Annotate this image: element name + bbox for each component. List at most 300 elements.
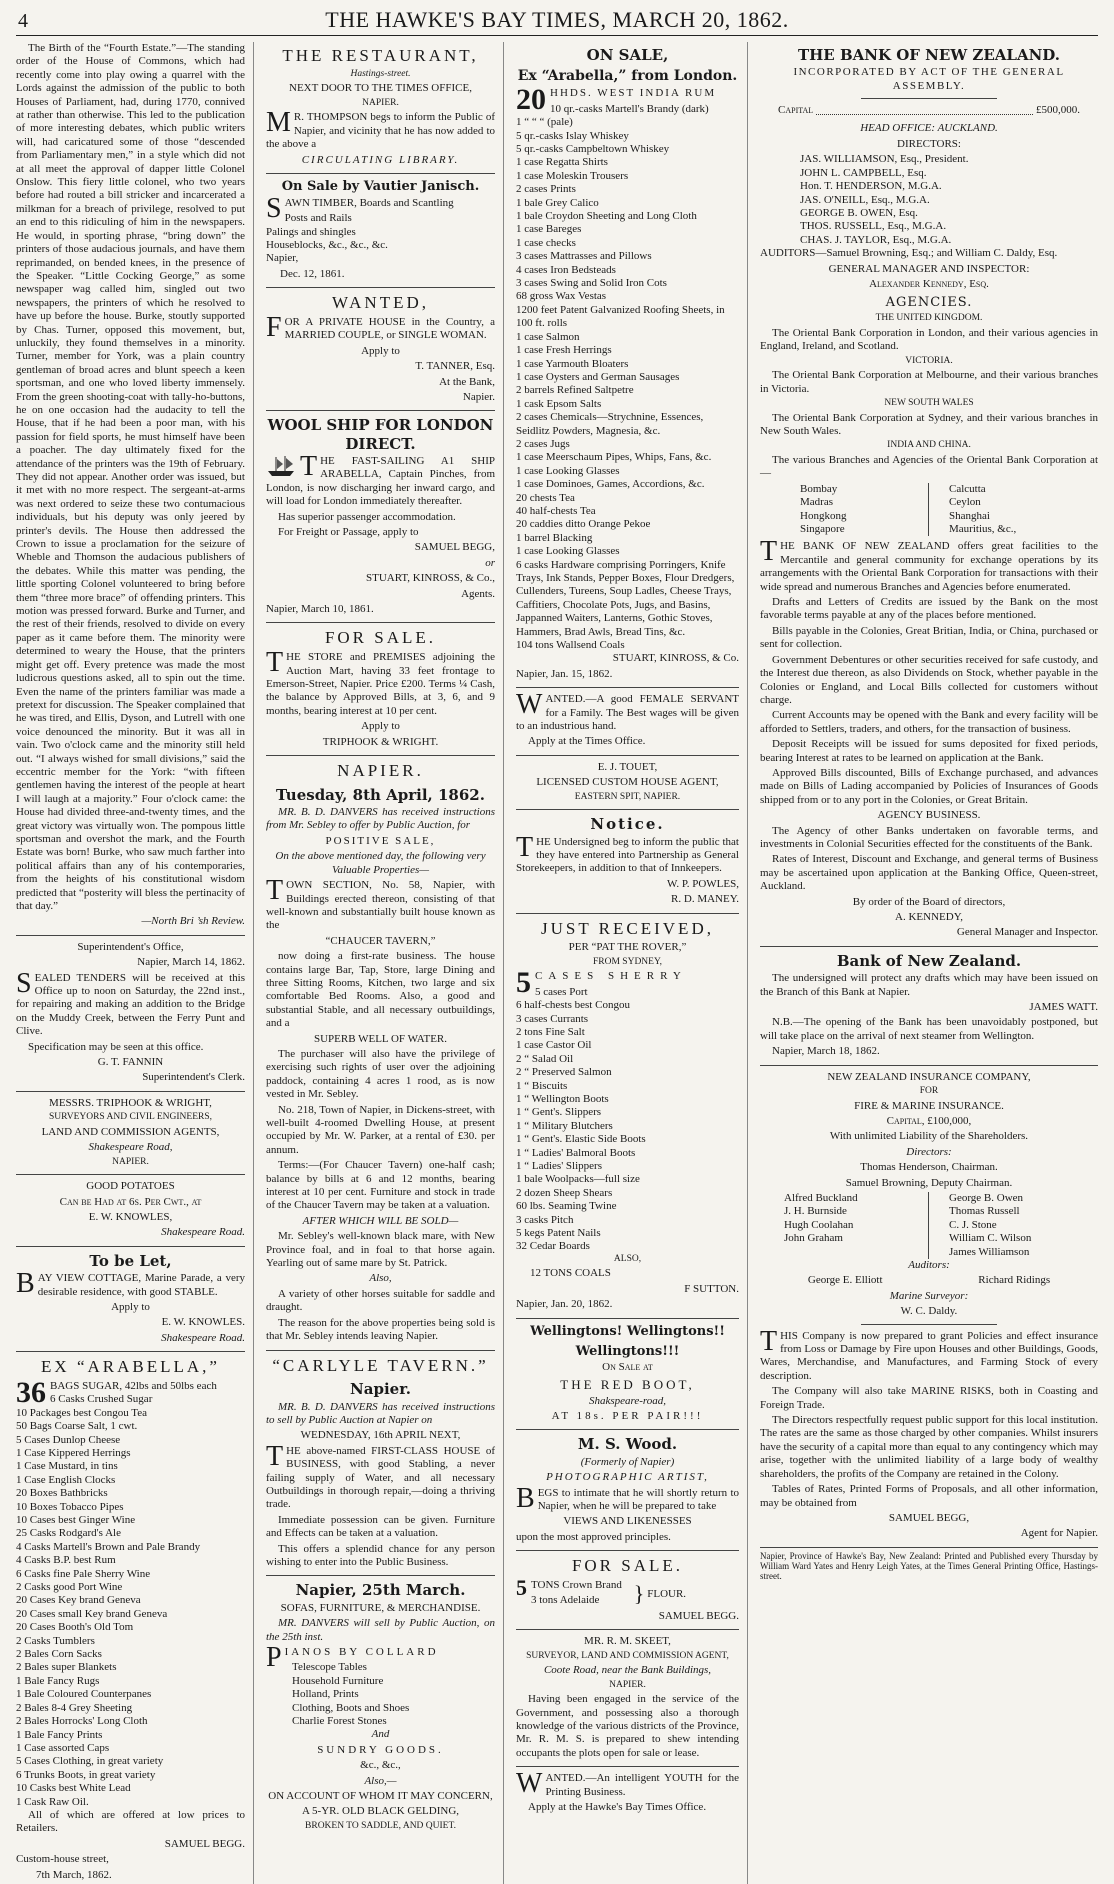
forsale-heading: FOR SALE.: [324, 628, 437, 648]
list-item: 6 half-chests best Congou: [516, 999, 630, 1012]
wanted-heading: WANTED,: [331, 293, 429, 313]
list-item: 20 Cases Booth's Old Tom: [16, 1621, 134, 1634]
list-item: 2 Bales Corn Sacks: [16, 1648, 102, 1661]
just-signature: F SUTTON.: [684, 1282, 739, 1295]
list-item: 1 “ Wellington Boots: [516, 1092, 609, 1105]
list-item: 1 case Meerschaum Pipes, Whips, Fans, &c.: [516, 451, 712, 464]
list-item: Hongkong: [800, 509, 847, 522]
list-item: 10 Cases best Ginger Wine: [16, 1514, 136, 1526]
arabella-items: [16, 1375, 245, 1809]
list-item: 2 Bales 8-4 Grey Sheeting: [16, 1701, 133, 1714]
list-item: John Graham: [784, 1232, 843, 1245]
skeet-body: Having been engaged in the service of the Government, and possessing also a thorough knowledge of the various districts of the Province, Mr. R. M. S. is prepared to shew intending occupants the plots open for sale or lease.: [516, 1693, 739, 1759]
skeet-name: MR. R. M. SKEET,: [584, 1635, 671, 1648]
dotted-leader: [816, 104, 1033, 114]
vautier-date-1: Napier,: [266, 252, 299, 265]
sundry-goods: SUNDRY GOODS.: [317, 1743, 444, 1756]
tolet-address: Shakespeare Road.: [161, 1331, 245, 1344]
dropcap: B: [16, 1268, 35, 1300]
list-item: 2 barrels Refined Saltpetre: [516, 384, 634, 397]
current-accounts: Current Accounts may be opened with the Bank and every facility will be afforded to Settlers, traders, and others, for the transaction of business.: [760, 709, 1098, 735]
dropcap: W: [516, 1768, 543, 1800]
list-item: Hon. T. HENDERSON, M.G.A.: [800, 180, 942, 193]
skeet-title: SURVEYOR, LAND AND COMMISSION AGENT,: [526, 1650, 729, 1661]
marine-surveyor: Marine Surveyor:: [889, 1289, 969, 1302]
list-item: Thomas Russell: [949, 1205, 1020, 1218]
list-item: 104 tons Wallsend Coals: [516, 639, 625, 652]
list-item: 4 Casks B.P. best Rum: [16, 1554, 116, 1567]
list-item: C. J. Stone: [949, 1218, 997, 1231]
tolet-body: BAY VIEW COTTAGE, Marine Parade, a very desirable residence, with good STABLE.: [16, 1268, 245, 1300]
after-body: Mr. Sebley's well-known black mare, with New Province foal, and in foal to that horse again. Yearling out of same mare by St. Patrick.: [266, 1230, 495, 1270]
wanted-apply: Apply to: [361, 344, 400, 357]
sofas: SOFAS, FURNITURE, & MERCHANDISE.: [280, 1601, 481, 1614]
woolship-freight: For Freight or Passage, apply to: [278, 526, 419, 539]
list-item: 2 Bales Horrocks' Long Cloth: [16, 1715, 148, 1728]
list-item: 3 cases Currants: [516, 1012, 589, 1025]
just-per: PER “PAT THE ROVER,”: [568, 941, 687, 954]
column-4: [760, 42, 1098, 1884]
insurance-directors-body: The Directors respectfully request public support for this local institution. The rates are the same as those charged by other companies. Whilst insurers have the security of a capital more than equal to any contingency which may arise, together with the unlimited liability of a large body of wealthy shareholders, the profits of the Company are retained in the Colony.: [760, 1414, 1098, 1480]
restaurant-library: CIRCULATING LIBRARY.: [301, 153, 460, 166]
insurance-auditor-names: George E. Elliott Richard Ridings: [807, 1274, 1051, 1287]
pianos: PIANOS BY COLLARD: [266, 1641, 439, 1673]
arabella-heading: EX “ARABELLA,”: [41, 1357, 220, 1377]
agency-body: The Agency of other Banks undertaken on favorable terms, and investments in Colonial Securities effected for the constituents of the Bank.: [760, 824, 1098, 850]
list-item: 1 “ Biscuits: [516, 1079, 568, 1092]
dropcap: T: [760, 1325, 778, 1357]
divider: [516, 687, 739, 688]
dropcap: F: [266, 311, 282, 343]
list-item: Bombay: [800, 482, 838, 495]
arabella-tail: All of which are offered at low prices to Retailers.: [16, 1808, 245, 1835]
list-item: 1 case Oysters and German Sausages: [516, 370, 680, 383]
woolship-body: THE FAST-SAILING A1 SHIP ARABELLA, Captain Pinches, from London, is now discharging her inward cargo, and will load for London immediately thereafter.: [266, 450, 495, 508]
triphook-address: Shakespeare Road,: [88, 1141, 173, 1154]
list-item: 32 Cedar Boards: [516, 1240, 590, 1253]
list-item: 5 Cases Clothing, in great variety: [16, 1755, 164, 1768]
divider: [16, 1091, 245, 1092]
list-item: 10 Casks best White Lead: [16, 1782, 131, 1795]
list-item: J. H. Burnside: [784, 1205, 847, 1218]
carlyle-possession: Immediate possession can be given. Furniture and Effects can be taken at a valuation.: [266, 1513, 495, 1540]
list-item: 1 “ Ladies' Slippers: [516, 1160, 602, 1172]
list-item: 1 case Fresh Herrings: [516, 344, 612, 357]
list-item: Houseblocks, &c., &c., &c.: [266, 239, 388, 251]
onsale-items: [516, 103, 739, 653]
carlyle-chance: This offers a splendid chance for any person wishing to enter into the Public Business.: [266, 1542, 495, 1568]
list-item: JAS. WILLIAMSON, Esq., President.: [800, 153, 969, 166]
insurance-directors-list: [760, 1192, 1098, 1259]
list-item: 20 Cases small Key brand Geneva: [16, 1607, 168, 1620]
restaurant-heading: THE RESTAURANT,: [282, 46, 479, 65]
insurance-signature-title: Agent for Napier.: [1020, 1527, 1098, 1540]
dropcap: W: [516, 689, 543, 721]
forsale-apply: Apply to: [361, 720, 400, 733]
list-item: 1 “ Gent's. Elastic Side Boots: [516, 1133, 646, 1146]
capital-value: £500,000.: [1036, 104, 1080, 117]
list-item: 1 case Salmon: [516, 330, 580, 343]
skeet-address: Coote Road, near the Bank Buildings,: [543, 1664, 712, 1677]
list-item: Mauritius, &c.,: [949, 523, 1017, 536]
deposit: Deposit Receipts will be issued for sums deposited for fixed periods, bearing Interest at rates to be learned on application at the Bank.: [760, 738, 1098, 764]
tolet-heading: To be Let,: [89, 1251, 172, 1270]
danvers-intro: MR. B. D. DANVERS has received instructions from Mr. Sebley to offer by Public Auction, for: [266, 806, 495, 832]
flour-sale: [516, 1574, 739, 1610]
list-item: 1 cask Epsom Salts: [516, 397, 602, 410]
triphook-name: MESSRS. TRIPHOOK & WRIGHT,: [49, 1096, 212, 1109]
triphook-agents: LAND AND COMMISSION AGENTS,: [41, 1125, 220, 1138]
list-item: 1 case Looking Glasses: [516, 545, 620, 558]
list-item: 1 case Dominoes, Games, Accordions, &c.: [516, 478, 705, 491]
arabella-date-2: 7th March, 1862.: [36, 1868, 112, 1881]
restaurant-next: NEXT DOOR TO THE TIMES OFFICE,: [289, 82, 472, 95]
places-right: [929, 483, 1098, 537]
chaucer-body: now doing a first-rate business. The house contains large Bar, Tap, Store, large Dining and three Sitting Rooms, Kitchen, two large and six comfortable Bed Rooms. Also, a good and substantial Stable, and all necessary outbuildings, and a: [266, 950, 495, 1030]
ins-right: [929, 1192, 1098, 1259]
flour-line-2: 3 tons Adelaide: [531, 1594, 600, 1607]
and: And: [371, 1728, 390, 1741]
bills: Bills payable in the Colonies, Great Britian, India, or China, purchased or sent for collection.: [760, 624, 1098, 651]
superb-well: SUPERB WELL OF WATER.: [313, 1032, 448, 1045]
notice-signature-1: W. P. POWLES,: [666, 877, 739, 890]
drafts: Drafts and Letters of Credits are issued by the Bank on the most favorable terms payable at any of the places before mentioned.: [760, 596, 1098, 622]
divider: [516, 755, 739, 756]
big-number: 5: [516, 966, 531, 1000]
imprint: Napier, Province of Hawke's Bay, New Zealand: Printed and Published every Thursday by William Ward Yates and Henry Leigh Yates, at the Times General Printing Office, Hastings-street.: [760, 1547, 1098, 1582]
after-which: AFTER WHICH WILL BE SOLD—: [302, 1214, 459, 1227]
onsale-signature: STUART, KINROSS, & Co.: [612, 652, 739, 665]
list-item: 1 Case English Clocks: [16, 1473, 116, 1486]
list-item: 1 Case Kippered Herrings: [16, 1446, 131, 1459]
list-item: 1 case Regatta Shirts: [516, 156, 608, 169]
woolship-agents: Agents.: [461, 587, 495, 600]
positive-sale: POSITIVE SALE,: [325, 834, 436, 847]
onsale-first: HHDS. WEST INDIA RUM: [550, 87, 717, 100]
list-item: Clothing, Boots and Shoes: [292, 1701, 410, 1714]
divider: [516, 809, 739, 810]
tender-spec: Specification may be seen at this office.: [28, 1040, 204, 1053]
forsale-body: THE STORE and PREMISES adjoining the Auction Mart, having 33 feet frontage to Emerson-Street, Napier. Price £200. Terms ¼ Cash, the balance by Approved Bills, at 3, 6, and 9 months, bearing interest at 10 per cent.: [266, 647, 495, 717]
wanted-address: At the Bank,: [439, 375, 495, 388]
auditors: AUDITORS—Samuel Browning, Esq.; and William C. Daldy, Esq.: [760, 247, 1058, 260]
tuesday-heading: Tuesday, 8th April, 1862.: [276, 785, 485, 804]
list-item: Posts and Rails: [284, 212, 352, 225]
dropcap: P: [266, 1641, 282, 1673]
bnz2-body: The undersigned will protect any drafts which may have been issued on the Branch of this Bank at Napier.: [760, 972, 1098, 998]
list-item: 50 Bags Coarse Salt, 1 cwt.: [16, 1420, 138, 1433]
list-item: 60 lbs. Seaming Twine: [516, 1200, 617, 1213]
divider: [266, 410, 495, 411]
triphook-town: NAPIER.: [112, 1156, 149, 1167]
ship-icon: [266, 455, 296, 477]
order-title: General Manager and Inspector.: [956, 926, 1098, 939]
on-account: ON ACCOUNT OF WHOM IT MAY CONCERN,: [268, 1789, 493, 1802]
wanted-town: Napier.: [462, 390, 495, 403]
arabella-signature: SAMUEL BEGG.: [164, 1837, 245, 1850]
brace-icon: }: [633, 1580, 645, 1606]
carlyle-heading: “CARLYLE TAVERN.”: [272, 1355, 489, 1375]
tender-date: Napier, March 14, 1862.: [137, 956, 245, 969]
list-item: 5 qr.-casks Campbeltown Whiskey: [516, 143, 670, 155]
list-item: 1 “ Military Blutchers: [516, 1119, 613, 1132]
dropcap: M: [266, 107, 291, 139]
bnz2-signature: JAMES WATT.: [1029, 1000, 1098, 1013]
list-item: 2 Bales super Blankets: [16, 1661, 117, 1674]
newspaper-title: THE HAWKE'S BAY TIMES, MARCH 20, 1862.: [325, 7, 789, 32]
big-number: 5: [516, 1574, 527, 1600]
list-item: 10 qr.-casks Martell's Brandy (dark): [550, 102, 709, 115]
insurance-tables: Tables of Rates, Printed Forms of Proposals, and all other information, may be obtained from: [760, 1483, 1098, 1509]
tolet-name: E. W. KNOWLES.: [161, 1316, 245, 1329]
list-item: 1200 feet Patent Galvanized Roofing Sheets, in 100 ft. rolls: [516, 303, 725, 330]
uk-heading: THE UNITED KINGDOM.: [875, 313, 983, 324]
list-item: 2 cases Chemicals—Strychnine, Essences, Seidlitz Powders, Magnesia, &c.: [516, 411, 704, 437]
dropcap: S: [266, 192, 282, 224]
potatoes-address: Shakespeare Road.: [161, 1226, 245, 1239]
list-item: 1 Case Mustard, in tins: [16, 1460, 118, 1473]
list-item: 3 cases Swing and Solid Iron Cots: [516, 277, 667, 290]
divider: [516, 1766, 739, 1767]
insurance-body: THIS Company is now prepared to grant Policies and effect insurance from Loss or Damage by Fire upon Houses and other Buildings, Goods, Wares, Merchandise, and Manufactures, and Farming Stock of every description.: [760, 1325, 1098, 1382]
uk-body: The Oriental Bank Corporation in London, and their various agencies in England, Ireland, and Scotland.: [760, 326, 1098, 353]
potatoes-heading: GOOD POTATOES: [86, 1180, 175, 1193]
list-item: 10 Packages best Congou Tea: [16, 1406, 148, 1419]
tolet-apply: Apply to: [111, 1300, 150, 1313]
touet-address: EASTERN SPIT, NAPIER.: [574, 791, 681, 802]
list-item: 10 Boxes Tobacco Pipes: [16, 1500, 124, 1513]
list-item: William C. Wilson: [949, 1232, 1032, 1245]
divider: [861, 98, 996, 99]
youth-apply: Apply at the Hawke's Bay Times Office.: [528, 1800, 707, 1813]
directors-heading: DIRECTORS:: [897, 137, 961, 150]
bnz2-date: Napier, March 18, 1862.: [772, 1045, 880, 1058]
marine-surveyor-name: W. C. Daldy.: [900, 1305, 958, 1318]
general-manager: GENERAL MANAGER AND INSPECTOR:: [828, 262, 1030, 275]
wood-former: (Formerly of Napier): [580, 1455, 675, 1468]
order-name: A. KENNEDY,: [895, 911, 963, 923]
sale2-signature: SAMUEL BEGG.: [658, 1609, 739, 1622]
onsale-sub: Ex “Arabella,” from London.: [517, 68, 738, 85]
agency-places: [760, 483, 1098, 537]
list-item: JAS. O'NEILL, Esq., M.G.A.: [800, 193, 930, 206]
list-item: 20 Cases Key brand Geneva: [16, 1594, 141, 1607]
napier-heading: NAPIER.: [337, 761, 424, 781]
notice-heading: Notice.: [590, 815, 665, 834]
divider: [516, 913, 739, 914]
india-heading: INDIA AND CHINA.: [887, 440, 971, 451]
woolship-or: or: [485, 556, 495, 569]
restaurant-street: Hastings-street.: [350, 68, 411, 79]
well-body: The purchaser will also have the privilege of exercising such rights of user over the adjoining paddock, containing 4 acres 1 rood, as is now vested in Mr. Sebley.: [266, 1047, 495, 1101]
march25-intro: MR. DANVERS will sell by Public Auction, on the 25th inst.: [266, 1617, 495, 1643]
list-item: 1 “ Gent's. Slippers: [516, 1106, 602, 1119]
vautier-items: [266, 212, 495, 252]
wanted-body: FOR A PRIVATE HOUSE in the Country, a MARRIED COUPLE, or SINGLE WOMAN.: [266, 311, 495, 343]
triphook-sub: SURVEYORS AND CIVIL ENGINEERS,: [48, 1112, 213, 1123]
list-item: 5 qr.-casks Islay Whiskey: [516, 129, 629, 142]
carlyle-town: Napier.: [350, 1380, 411, 1399]
column-3: [516, 42, 748, 1884]
divider: [516, 1550, 739, 1551]
list-item: 25 Casks Rodgard's Ale: [16, 1527, 121, 1540]
big-number: 20: [516, 83, 546, 117]
list-item: 1 Cask Raw Oil.: [16, 1795, 89, 1808]
divider: [16, 1351, 245, 1352]
list-item: 2 dozen Sheep Shears: [516, 1186, 613, 1199]
just-received-heading: JUST RECEIVED,: [541, 918, 714, 938]
column-1: [16, 42, 254, 1884]
list-item: 1 case Yarmouth Bloaters: [516, 357, 629, 370]
masthead: [16, 7, 1098, 36]
column-2: [266, 42, 504, 1884]
etc: &c., &c.,: [360, 1759, 401, 1772]
list-item: 1 case Castor Oil: [516, 1039, 592, 1052]
directors-list: [760, 153, 1098, 247]
list-item: Palings and shingles: [266, 225, 356, 238]
just-first: CASES SHERRY: [535, 970, 687, 983]
article-fourth-estate: The Birth of the “Fourth Estate.”—The standing order of the House of Commons, which had recently come into play owing a quarrel with the Lords against the admission of the public to both Houses of Parliament, had, during 1770, connived at rather than otherwise. This led to the publication of more interesting debates, which public writers will, had caricatured some of those “descended from Parliamentary men,” in a style which did not at all meet the approval of dapper little Colonel Onslow. This fiery little colonel, who two years before had routed a bill stricker and incarcerated a milkman for a breach of privilege, resolved to put an end to this ridiculing of him in the newspapers. He would, in sporting phrase, “bring down” the printers of those audacious journals, and have them reprimanded, on bended knees, in the presence of the Speaker. “Little Cocking George,” as some newspaper wag called him, singled out two newspapers, the printers of which he resolved to have up before the house. Burke, stoutly supported by Chas. Turner, opposed this movement, but, unluckily, they found themselves in a minority. Turner, member for York, was a plain country gentleman of broad acres and blunt speech a keen sportsman, and one who loved liberty immensely. From the green shooting-coat with tally-ho-buttons, he on one occasion had the audacity to tell the House, that if he had been a poor man, with his passion for field sports, he must himself have been a poacher. The day ultimately fixed for the attendance of the printers was the 19th of February. They did not appear. Another order was issued, but it met with no more respect. The sergeant-at-arms was next ordered to seize these two contumacious individuals, but his deputy was only jeered by printer's devils. The House then addressed the Crown to issue a proclamation for the seizure of Wheble and Thomson the audacious publishers of the debates. While this matter was pending, the little sporting Colonel volunteered to bring before them “three more brace” of offending printers. This motion was pressed forward. Burke and Turner, and the rest of their friends, resolved to divide on every paper as it came before them. The minority were determined to weary the House, that the printers might get off. Every pretence was made the most ludicrous questions asked, all to spin out the time. Even the name of the printers familiar was made a pretext for discussion. The Speaker complained that he was tired, and Ellis, Dyson, and Lutrell with one voice denounced the minority. But it was all in vain. Two o'clock came and the minority still held out. “I always wished for small divisions,” said the eccentric member for the York: “with fifteen gentlemen having the interest of the people at heart I will laugh at a majority.” Four o'clock came: the House had divided three-and-twenty times, and the great victory was virtually won. The pompous little sportsman and overshot the mark, and the Fourth Estate was born! Burke, who saw much farther into political affairs than any of his contemporaries, from the heights of his constitutional wisdom predicted that “posterity will bless the pertinacity of that day.”: [16, 42, 245, 912]
variety: A variety of other horses suitable for saddle and draught.: [266, 1287, 495, 1314]
list-item: 20 chests Tea: [516, 491, 575, 504]
list-item: THOS. RUSSELL, Esq., M.G.A.: [800, 220, 947, 233]
article-source: —North Bri ’sh Review.: [141, 915, 245, 928]
list-item: George B. Owen: [949, 1191, 1024, 1204]
list-item: 6 Casks Crushed Sugar: [50, 1393, 153, 1406]
list-item: 3 cases Mattrasses and Pillows: [516, 250, 652, 263]
tender-signature: G. T. FANNIN: [97, 1056, 164, 1069]
list-item: 6 Trunks Boots, in great variety: [16, 1768, 156, 1781]
dropcap: T: [760, 536, 778, 568]
chaucer-tavern: “CHAUCER TAVERN,”: [325, 934, 436, 947]
big-number: 36: [16, 1375, 46, 1409]
list-item: 1 “ “ “ (pale): [516, 116, 573, 129]
woolship-passenger: Has superior passenger accommodation.: [278, 510, 456, 523]
page-number: 4: [18, 10, 28, 32]
list-item: Holland, Prints: [292, 1688, 359, 1701]
list-item: 1 barrel Blacking: [516, 531, 593, 544]
list-item: 20 Boxes Bathbricks: [16, 1487, 108, 1500]
divider: [760, 1065, 1098, 1066]
town-section: TOWN SECTION, No. 58, Napier, with Buildings erected thereon, consisting of that well-known and substantially built house known as the: [266, 875, 495, 932]
list-item: 4 cases Iron Bedsteads: [516, 263, 616, 276]
list-item: GEORGE B. OWEN, Esq.: [800, 206, 918, 219]
wood-views: VIEWS AND LIKENESSES: [563, 1515, 692, 1528]
divider: [16, 1174, 245, 1175]
just-items: [516, 986, 739, 1254]
wellingtons-heading: Wellingtons! Wellingtons!!: [530, 1323, 725, 1339]
potatoes-body: Can be Had at 6s. Per Cwt., at: [59, 1195, 202, 1208]
list-item: 1 case Bareges: [516, 223, 582, 236]
divider: [516, 1629, 739, 1630]
shakspeare-road: Shakspeare-road,: [588, 1394, 667, 1407]
woolship-date: Napier, March 10, 1861.: [266, 603, 374, 616]
list-item: 3 casks Pitch: [516, 1213, 574, 1226]
list-item: 6 Casks fine Pale Sherry Wine: [16, 1567, 151, 1580]
bank-body: THE BANK OF NEW ZEALAND offers great facilities to the Mercantile and general community for exchange operations by its arrangements with the Oriental Bank Corporation for transactions with their wide spread and numerous Branches and Agencies before enumerated.: [760, 536, 1098, 593]
onsale-date: Napier, Jan. 15, 1862.: [516, 667, 613, 680]
insurance-chairman: Thomas Henderson, Chairman.: [860, 1161, 998, 1174]
woolship-heading: WOOL SHIP FOR LONDON DIRECT.: [267, 416, 494, 453]
list-item: 1 Case assorted Caps: [16, 1741, 110, 1754]
divider: [16, 1246, 245, 1247]
skeet-town: NAPIER.: [609, 1679, 646, 1690]
list-item: 2 tons Fine Salt: [516, 1025, 585, 1038]
head-office: HEAD OFFICE: AUCKLAND.: [860, 121, 998, 134]
wanted-name: T. TANNER, Esq.: [415, 360, 495, 373]
wood-heading: M. S. Wood.: [577, 1435, 678, 1454]
list-item: 2 Casks Tumblers: [16, 1634, 95, 1647]
bank-incorporated: INCORPORATED BY ACT OF THE GENERAL ASSEMBLY.: [793, 66, 1065, 92]
divider: [516, 1318, 739, 1319]
flour-label: FLOUR.: [647, 1587, 687, 1600]
approved-bills: Approved Bills discounted, Bills of Exchange purchased, and advances made on Bills of Lading accompanied by Policies of Insurances of Goods shipped from or to any port in the Colonies, or Great Britain.: [760, 766, 1098, 806]
list-item: BAGS SUGAR, 42lbs and 50lbs each: [50, 1379, 217, 1392]
no-218: No. 218, Town of Napier, in Dickens-street, with well-built 4-roomed Dwelling House, at present occupied by Mr. W. Parker, at a rental of £30. per annum.: [266, 1103, 495, 1156]
forsale-name: TRIPHOOK & WRIGHT.: [322, 735, 439, 748]
insurance-for: FOR: [919, 1085, 939, 1096]
list-item: 2 “ Preserved Salmon: [516, 1066, 612, 1079]
divider: [266, 1575, 495, 1576]
onsale-heading: ON SALE,: [586, 46, 669, 64]
list-item: 1 case checks: [516, 236, 576, 249]
list-item: Telescope Tables: [292, 1661, 367, 1674]
dropcap: T: [266, 875, 284, 907]
insurance-marine: The Company will also take MARINE RISKS, both in Coasting and Foreign Trade.: [760, 1385, 1098, 1411]
march25-heading: Napier, 25th March.: [295, 1581, 466, 1600]
touet-title: LICENSED CUSTOM HOUSE AGENT,: [536, 776, 719, 789]
bank-heading: THE BANK OF NEW ZEALAND.: [797, 46, 1061, 64]
general-manager-name: Alexander Kennedy, Esq.: [869, 277, 989, 290]
list-item: Charlie Forest Stones: [292, 1714, 387, 1727]
wellingtons-heading-2: Wellingtons!!!: [575, 1343, 680, 1359]
list-item: 1 bale Croydon Sheeting and Long Cloth: [516, 210, 697, 223]
list-item: Shanghai: [949, 509, 990, 522]
list-item: 40 half-chests Tea: [516, 504, 596, 517]
list-item: 1 case Moleskin Trousers: [516, 169, 629, 182]
divider: [516, 1429, 739, 1430]
pianos-items: [266, 1661, 495, 1728]
rates: Rates of Interest, Discount and Exchange, and general terms of Business may be ascertained upon application at the Banking Office, Queen-street, Auckland.: [760, 853, 1098, 893]
vautier-body: SAWN TIMBER, Boards and Scantling: [266, 192, 454, 224]
arabella-list: [16, 1375, 245, 1809]
list-item: Madras: [800, 496, 833, 509]
divider: [16, 935, 245, 936]
tender-signature-title: Superintendent's Clerk.: [142, 1071, 245, 1084]
insurance-directors: Directors:: [906, 1145, 952, 1158]
divider: [266, 287, 495, 288]
list-item: 5 Cases Dunlop Cheese: [16, 1433, 121, 1446]
carlyle-date: WEDNESDAY, 16th APRIL NEXT,: [300, 1429, 461, 1442]
servant-apply: Apply at the Times Office.: [528, 735, 646, 748]
red-boot: THE RED BOOT,: [560, 1376, 695, 1392]
vautier-date-2: Dec. 12, 1861.: [280, 267, 345, 280]
list-item: 1 bale Woolpacks—full size: [516, 1173, 640, 1186]
divider: [861, 1324, 996, 1325]
insurance-deputy: Samuel Browning, Deputy Chairman.: [845, 1176, 1013, 1189]
india-body: The various Branches and Agencies of the Oriental Bank Corporation at—: [760, 454, 1098, 480]
tender-office: Superintendent's Office,: [77, 940, 184, 953]
danvers-on: On the above mentioned day, the following very Valuable Properties—: [275, 850, 486, 876]
potatoes-name: E. W. KNOWLES,: [88, 1211, 173, 1224]
dropcap: S: [16, 967, 32, 999]
notice-body: THE Undersigned beg to inform the public that they have entered into Partnership as General Storekeepers, in addition to that of Innkeepers.: [516, 831, 739, 875]
list-item: 1 “ Ladies' Balmoral Boots: [516, 1146, 636, 1159]
dropcap: T: [266, 647, 284, 679]
list-item: 1 Bale Coloured Counterpanes: [16, 1688, 152, 1701]
insurance-type: FIRE & MARINE INSURANCE.: [854, 1099, 1004, 1112]
wood-body: BEGS to intimate that he will shortly return to Napier, when he will be prepared to take: [516, 1482, 739, 1514]
